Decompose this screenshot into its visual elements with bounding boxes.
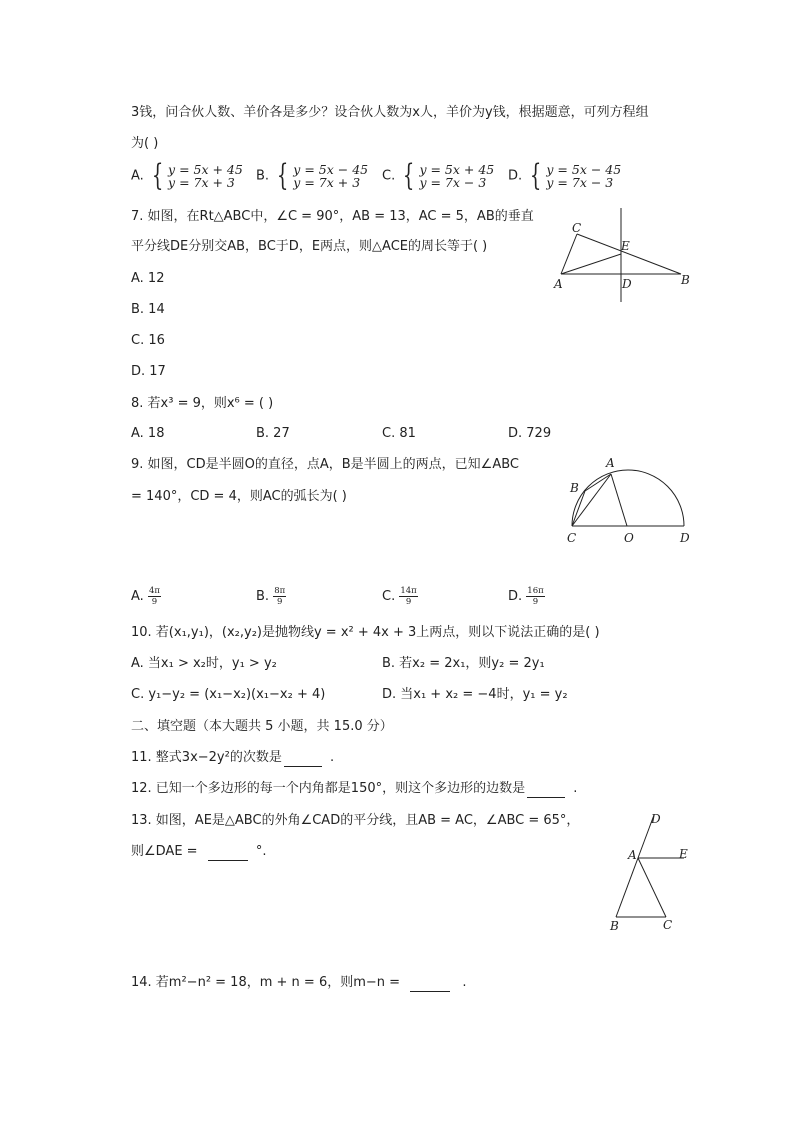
q14-answer-blank[interactable] bbox=[410, 991, 450, 992]
q7-option-d: D. 17 bbox=[131, 364, 166, 379]
q7-option-c: C. 16 bbox=[131, 333, 165, 348]
q9-label-d: D bbox=[680, 531, 690, 545]
q10-option-a: A. 当x₁ > x₂时，y₁ > y₂ bbox=[131, 656, 277, 671]
q13-line2-text: 则∠DAE = bbox=[131, 844, 198, 859]
brace-icon: { bbox=[530, 158, 542, 193]
fraction-denominator: 9 bbox=[276, 597, 283, 607]
q6-option-c bbox=[382, 158, 495, 193]
q13-label-d: D bbox=[651, 812, 661, 826]
q9-option-a bbox=[131, 586, 161, 607]
q10-option-d: D. 当x₁ + x₂ = −4时，y₁ = y₂ bbox=[382, 687, 568, 702]
q6-option-d-eq2: y = 7x − 3 bbox=[546, 175, 614, 190]
q7-label-d: D bbox=[622, 277, 632, 291]
q13-line2 bbox=[131, 843, 267, 861]
q9-label-c: C bbox=[567, 531, 577, 545]
q6-line1: 3钱，问合伙人数、羊价各是多少？设合伙人数为x人，羊价为y钱，根据题意，可列方程组 bbox=[131, 105, 649, 120]
fraction-denominator: 9 bbox=[532, 597, 539, 607]
q9-option-b-label: B. bbox=[256, 589, 270, 604]
q12-text: 12. 已知一个多边形的每一个内角都是150°，则这个多边形的边数是 bbox=[131, 781, 526, 796]
fraction-denominator: 9 bbox=[405, 597, 412, 607]
q13-line1: 13. 如图，AE是△ABC的外角∠CAD的平分线，且AB = AC，∠ABC = 65°， bbox=[131, 813, 580, 828]
q6-option-c-eq1: y = 5x + 45 bbox=[419, 162, 495, 177]
q9-option-b bbox=[256, 586, 286, 607]
q7-label-c: C bbox=[572, 221, 582, 235]
q6-option-b-system bbox=[273, 158, 369, 193]
q13-ray-bd bbox=[616, 815, 654, 917]
q9-option-a-label: A. bbox=[131, 589, 144, 604]
q9-option-d bbox=[508, 586, 545, 607]
q6-option-b-eq2: y = 7x + 3 bbox=[293, 175, 361, 190]
q7-option-a: A. 12 bbox=[131, 271, 165, 286]
q6-option-d-eq1: y = 5x − 45 bbox=[546, 162, 622, 177]
q7-line2: 平分线DE分别交AB，BC于D，E两点，则△ACE的周长等于( ) bbox=[131, 239, 488, 254]
q9-chord-ba bbox=[585, 474, 611, 491]
q7-label-a: A bbox=[554, 277, 563, 291]
q9-label-a: A bbox=[606, 456, 615, 470]
q9-radius-oa bbox=[611, 474, 627, 526]
fraction-denominator: 9 bbox=[151, 597, 158, 607]
q7-line1: 7. 如图，在Rt△ABC中，∠C = 90°，AB = 13，AC = 5，AB的垂直 bbox=[131, 209, 534, 224]
q12-answer-blank[interactable] bbox=[527, 797, 565, 798]
q9-semicircle-arc bbox=[572, 470, 684, 526]
q6-option-b bbox=[256, 158, 369, 193]
q6-option-a-system bbox=[148, 158, 243, 193]
q11-text: 11. 整式3x−2y²的次数是 bbox=[131, 750, 282, 765]
q8-stem: 8. 若x³ = 9，则x⁶ = ( ) bbox=[131, 396, 274, 411]
q13-label-c: C bbox=[663, 918, 673, 932]
brace-icon: { bbox=[151, 158, 164, 193]
q6-option-c-label: C. bbox=[382, 168, 396, 184]
q6-option-d-label: D. bbox=[508, 168, 523, 184]
q6-option-d bbox=[508, 158, 622, 193]
q8-option-c: C. 81 bbox=[382, 426, 416, 441]
q13-triangle-figure bbox=[604, 808, 704, 936]
q8-option-a: A. 18 bbox=[131, 426, 165, 441]
fraction-numerator: 8π bbox=[274, 586, 286, 596]
q9-option-d-fraction bbox=[526, 586, 544, 607]
q14-text: 14. 若m²−n² = 18，m + n = 6，则m−n = bbox=[131, 975, 401, 990]
brace-icon: { bbox=[403, 158, 415, 193]
q9-label-o: O bbox=[624, 531, 634, 545]
q13-label-a: A bbox=[628, 848, 637, 862]
q13-end: °. bbox=[255, 844, 267, 859]
fraction-numerator: 14π bbox=[400, 586, 417, 596]
q9-semicircle-figure bbox=[560, 454, 700, 546]
q13-label-b: B bbox=[610, 919, 619, 933]
q6-option-a-eq1: y = 5x + 45 bbox=[168, 162, 243, 177]
q6-option-d-system bbox=[526, 158, 622, 193]
q7-segment-ae bbox=[561, 254, 621, 274]
q6-line2: 为( ) bbox=[131, 136, 159, 151]
q8-option-b: B. 27 bbox=[256, 426, 290, 441]
q10-stem: 10. 若(x₁,y₁)，(x₂,y₂)是抛物线y = x² + 4x + 3上两点，则以下说法正确的是( ) bbox=[131, 625, 600, 640]
q9-line1: 9. 如图，CD是半圆O的直径，点A，B是半圆上的两点，已知∠ABC bbox=[131, 457, 519, 472]
q11-answer-blank[interactable] bbox=[284, 766, 322, 767]
q10-option-c: C. y₁−y₂ = (x₁−x₂)(x₁−x₂ + 4) bbox=[131, 687, 326, 702]
fraction-numerator: 16π bbox=[527, 586, 544, 596]
q6-option-a-label: A. bbox=[131, 168, 144, 184]
q9-option-b-fraction bbox=[273, 586, 286, 607]
q14 bbox=[131, 974, 466, 992]
q6-option-b-label: B. bbox=[256, 168, 270, 184]
q7-label-b: B bbox=[681, 273, 690, 287]
q11 bbox=[131, 749, 334, 767]
q11-end: . bbox=[329, 750, 335, 765]
q7-triangle-figure bbox=[548, 205, 698, 305]
q10-option-b: B. 若x₂ = 2x₁，则y₂ = 2y₁ bbox=[382, 656, 545, 671]
q9-option-a-fraction bbox=[148, 586, 161, 607]
q6-option-b-eq1: y = 5x − 45 bbox=[293, 162, 369, 177]
q9-option-c-fraction bbox=[399, 586, 417, 607]
q6-option-a-eq2: y = 7x + 3 bbox=[168, 175, 235, 190]
section-heading-fill-in: 二、填空题（本大题共 5 小题，共 15.0 分） bbox=[131, 719, 393, 734]
q14-end: . bbox=[462, 975, 467, 990]
q13-label-e: E bbox=[679, 847, 688, 861]
brace-icon: { bbox=[277, 158, 289, 193]
q9-option-c bbox=[382, 586, 418, 607]
q9-option-c-label: C. bbox=[382, 589, 396, 604]
q12-end: . bbox=[573, 781, 578, 796]
q13-segment-ac bbox=[638, 858, 666, 917]
q9-option-d-label: D. bbox=[508, 589, 523, 604]
q9-chord-cb bbox=[572, 491, 585, 526]
q9-label-b: B bbox=[570, 481, 579, 495]
q13-answer-blank[interactable] bbox=[208, 860, 248, 861]
q7-label-e: E bbox=[621, 239, 630, 253]
q6-option-c-system bbox=[399, 158, 495, 193]
q8-option-d: D. 729 bbox=[508, 426, 552, 441]
q7-segment-ac bbox=[561, 234, 577, 274]
q12 bbox=[131, 780, 577, 798]
fraction-numerator: 4π bbox=[148, 586, 160, 596]
q9-line2: = 140°，CD = 4，则AC的弧长为( ) bbox=[131, 489, 347, 504]
q6-option-a bbox=[131, 158, 243, 193]
q6-option-c-eq2: y = 7x − 3 bbox=[419, 175, 487, 190]
q7-option-b: B. 14 bbox=[131, 302, 165, 317]
